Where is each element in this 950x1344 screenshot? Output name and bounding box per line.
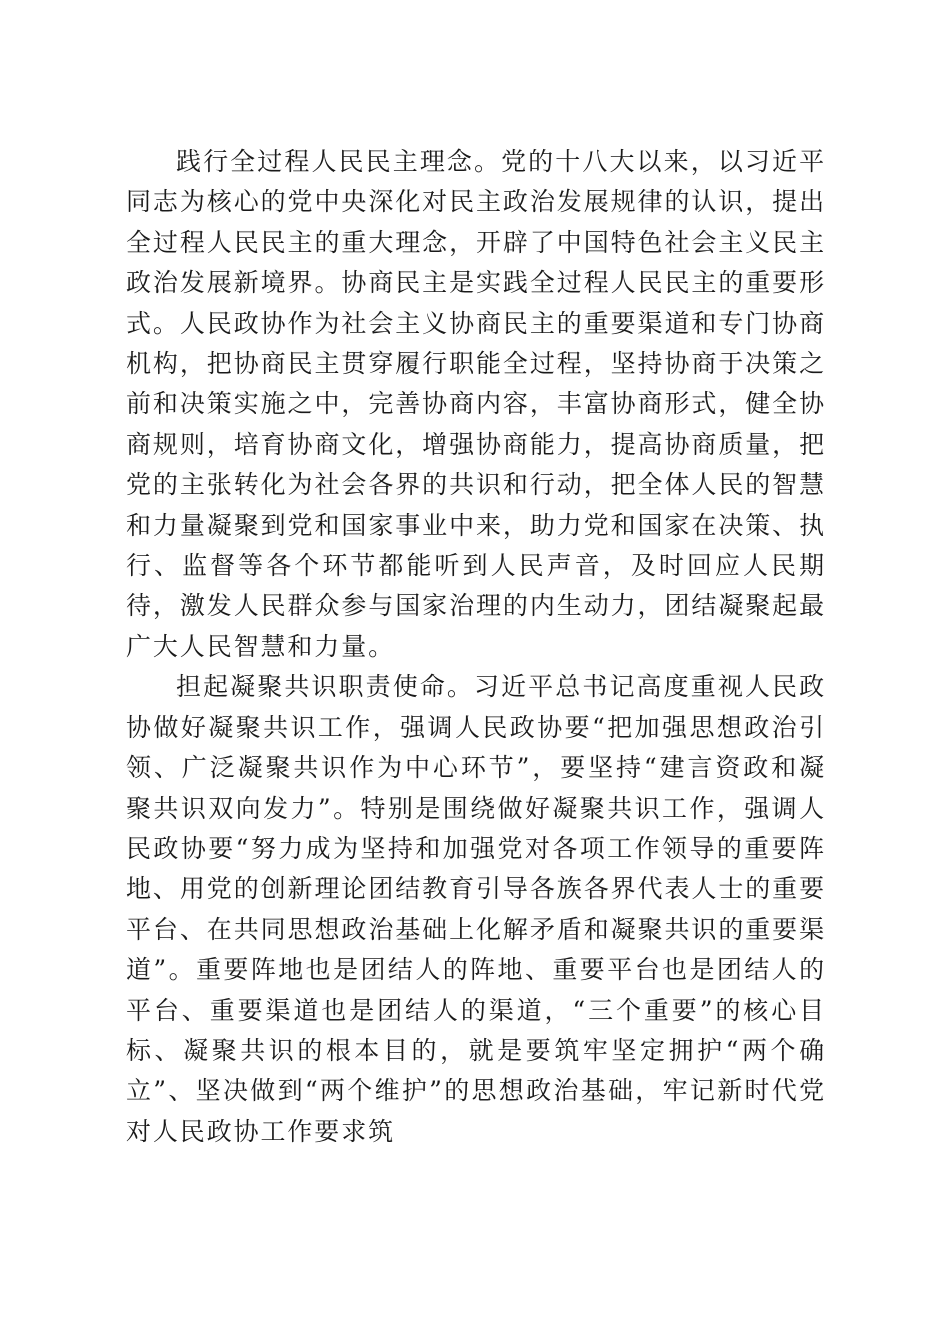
document-body — [126, 142, 826, 1152]
paragraph-whole-process-democracy: 践行全过程人民民主理念。党的十八大以来，以习近平同志为核心的党中央深化对民主政治发展规律的认识，提出全过程人民民主的重大理念，开辟了中国特色社会主义民主政治发展新境界。协商民主是实践全过程人民民主的重要形式。人民政协作为社会主义协商民主的重要渠道和专门协商机构，把协商民主贯穿履行职能全过程，坚持协商于决策之前和决策实施之中，完善协商内容，丰富协商形式，健全协商规则，培育协商文化，增强协商能力，提高协商质量，把党的主张转化为社会各界的共识和行动，把全体人民的智慧和力量凝聚到党和国家事业中来，助力党和国家在决策、执行、监督等各个环节都能听到人民声音，及时回应人民期待，激发人民群众参与国家治理的内生动力，团结凝聚起最广大人民智慧和力量。 — [126, 147, 826, 661]
paragraph-building-consensus: 担起凝聚共识职责使命。习近平总书记高度重视人民政协做好凝聚共识工作，强调人民政协要“把加强思想政治引领、广泛凝聚共识作为中心环节”，要坚持“建言资政和凝聚共识双向发力”。特别是围绕做好凝聚共识工作，强调人民政协要“努力成为坚持和加强党对各项工作领导的重要阵地、用党的创新理论团结教育引导各族各界代表人士的重要平台、在共同思想政治基础上化解矛盾和凝聚共识的重要渠道”。重要阵地也是团结人的阵地、重要平台也是团结人的平台、重要渠道也是团结人的渠道，“三个重要”的核心目标、凝聚共识的根本目的，就是要筑牢坚定拥护“两个确立”、坚决做到“两个维护”的思想政治基础，牢记新时代党对人民政协工作要求筑 — [126, 672, 826, 1146]
